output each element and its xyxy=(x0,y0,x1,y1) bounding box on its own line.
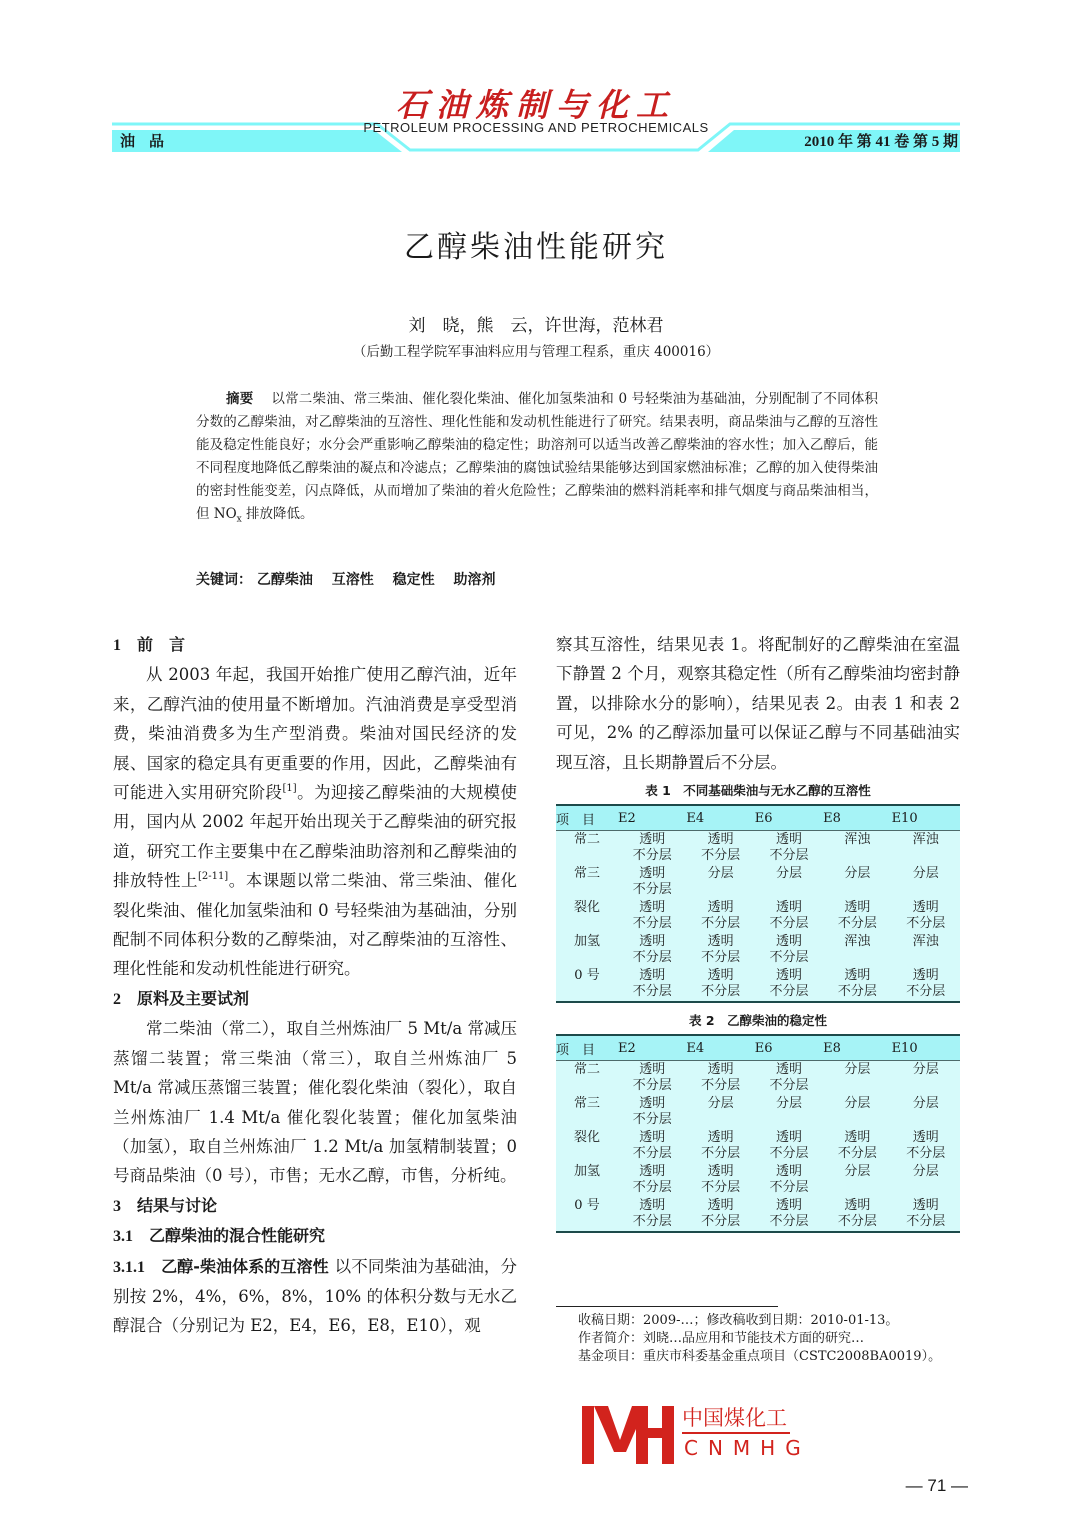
column-header: E2 xyxy=(618,805,686,831)
cell-line: 不分层 xyxy=(906,916,946,932)
cell-line: 不分层 xyxy=(632,916,672,932)
cell-line: 分层 xyxy=(775,866,802,882)
cell-line: 不分层 xyxy=(701,1146,741,1162)
section-tag: 油品 xyxy=(120,132,179,150)
table-1-caption: 表 1 不同基础柴油与无水乙醇的互溶性 xyxy=(645,783,871,799)
table-cell xyxy=(618,899,686,933)
cell-line: 透明 xyxy=(775,934,802,950)
keywords-label: 关键词： xyxy=(196,572,252,588)
results-paragraph: 察其互溶性，结果见表 1。将配制好的乙醇柴油在室温下静置 2 个月，观察其稳定性（所有乙醇柴油均密封静置，以排除水分的影响），结果见表 2。由表 1 和表 2 可见，2% 的乙醇添加量可以保证乙醇与不同基础油实现互溶，且长期静置后不分层。 xyxy=(556,635,960,772)
table-cell xyxy=(892,933,960,967)
cell-line: 透明 xyxy=(639,900,666,916)
cell-line: 不分层 xyxy=(701,1078,741,1094)
cell-line: 透明 xyxy=(844,968,871,984)
table-cell xyxy=(618,1129,686,1163)
cell-line: 分层 xyxy=(912,1096,939,1112)
table-cell xyxy=(686,1197,754,1232)
abstract-subscript: x xyxy=(236,514,242,525)
table-cell xyxy=(755,1061,823,1096)
cell-line: 不分层 xyxy=(632,848,672,864)
cell-line: 浑浊 xyxy=(912,832,939,848)
cell-line: 不分层 xyxy=(632,984,672,1000)
table-cell xyxy=(755,967,823,1002)
cell-line: 不分层 xyxy=(769,1078,809,1094)
table-cell xyxy=(823,1129,891,1163)
column-header: 项 目 xyxy=(556,1035,618,1061)
issue-info: 2010 年 第 41 卷 第 5 期 xyxy=(804,134,958,150)
table-1-block xyxy=(556,781,960,1003)
row-label: 0 号 xyxy=(556,1197,618,1232)
table-row xyxy=(556,1129,960,1163)
table-cell xyxy=(686,831,754,866)
cell-line: 透明 xyxy=(775,968,802,984)
section-heading-3-1: 3.1 乙醇柴油的混合性能研究 xyxy=(113,1226,326,1246)
cell-line: 不分层 xyxy=(769,848,809,864)
cell-line: 不分层 xyxy=(632,1180,672,1196)
cell-line: 透明 xyxy=(775,1164,802,1180)
table-row xyxy=(556,1095,960,1129)
table-cell xyxy=(892,1129,960,1163)
section-heading-3: 3 结果与讨论 xyxy=(113,1195,218,1215)
cell-line: 不分层 xyxy=(769,984,809,1000)
cell-line: 透明 xyxy=(707,1062,734,1078)
table-cell xyxy=(755,1163,823,1197)
table-cell xyxy=(618,831,686,866)
column-header: E4 xyxy=(686,805,754,831)
abstract xyxy=(196,388,878,532)
author-bio: 作者简介：刘晓…品应用和节能技术方面的研究… xyxy=(578,1331,865,1346)
table-cell xyxy=(823,967,891,1002)
table-cell xyxy=(755,831,823,866)
table-cell xyxy=(755,1197,823,1232)
table-cell xyxy=(823,831,891,866)
cell-line: 透明 xyxy=(707,832,734,848)
cell-line: 透明 xyxy=(707,968,734,984)
cell-line: 透明 xyxy=(639,1096,666,1112)
abstract-label: 摘要 xyxy=(226,391,254,407)
cell-line: 透明 xyxy=(775,832,802,848)
cell-line: 不分层 xyxy=(906,984,946,1000)
cell-line: 不分层 xyxy=(701,848,741,864)
table-cell xyxy=(892,865,960,899)
abstract-text-end: 排放降低。 xyxy=(241,506,314,522)
cell-line: 透明 xyxy=(639,934,666,950)
cell-line: 分层 xyxy=(912,1164,939,1180)
right-column xyxy=(556,630,960,1233)
table-cell xyxy=(823,865,891,899)
column-header: E8 xyxy=(823,1035,891,1061)
cell-line: 分层 xyxy=(912,866,939,882)
table-cell xyxy=(618,865,686,899)
cell-line: 透明 xyxy=(707,1198,734,1214)
table-cell xyxy=(892,899,960,933)
row-label: 加氢 xyxy=(573,934,600,950)
cell-line: 透明 xyxy=(707,934,734,950)
cell-line: 透明 xyxy=(844,900,871,916)
page-number: — 71 — xyxy=(905,1476,968,1495)
cell-line: 透明 xyxy=(639,968,666,984)
left-column xyxy=(113,630,517,1341)
table-cell xyxy=(686,967,754,1002)
table-cell xyxy=(823,899,891,933)
row-label: 常二 xyxy=(573,832,600,848)
cell-line: 透明 xyxy=(912,968,939,984)
cell-line: 透明 xyxy=(707,1164,734,1180)
row-label: 裂化 xyxy=(573,900,600,916)
keywords xyxy=(196,569,510,589)
table-cell xyxy=(892,967,960,1002)
table-cell xyxy=(618,933,686,967)
cell-line: 不分层 xyxy=(701,1180,741,1196)
cell-line: 不分层 xyxy=(906,1146,946,1162)
cell-line: 浑浊 xyxy=(912,934,939,950)
article-title: 乙醇柴油性能研究 xyxy=(404,230,668,265)
received-date: 收稿日期：2009-…；修改稿收到日期：2010-01-13。 xyxy=(578,1313,899,1328)
table-1 xyxy=(556,804,960,1003)
table-2 xyxy=(556,1034,960,1233)
cell-line: 不分层 xyxy=(632,1078,672,1094)
table-row xyxy=(556,967,960,1002)
table-cell xyxy=(823,1095,891,1129)
row-label: 0 号 xyxy=(556,967,618,1002)
row-label: 裂化 xyxy=(573,1130,600,1146)
mh-logo-icon xyxy=(578,1400,678,1466)
column-header: E4 xyxy=(686,1035,754,1061)
cell-line: 不分层 xyxy=(906,1214,946,1230)
cell-line: 分层 xyxy=(775,1096,802,1112)
cell-line: 不分层 xyxy=(837,1214,877,1230)
cell-line: 透明 xyxy=(639,1164,666,1180)
cell-line: 分层 xyxy=(844,1164,871,1180)
table-cell xyxy=(686,865,754,899)
table-row xyxy=(556,831,960,866)
cell-line: 透明 xyxy=(775,1130,802,1146)
row-label: 常三 xyxy=(573,866,600,882)
cell-line: 不分层 xyxy=(837,916,877,932)
abstract-text: 以常二柴油、常三柴油、催化裂化柴油、催化加氢柴油和 0 号轻柴油为基础油，分别配制了不同体积分数的乙醇柴油，对乙醇柴油的互溶性、理化性能和发动机性能进行了研究。结果表明，商品柴油与乙醇的互溶性能及稳定性能良好；水分会严重影响乙醇柴油的稳定性；助溶剂可以适当改善乙醇柴油的容水性；加入乙醇后，能不同程度地降低乙醇柴油的凝点和冷滤点；乙醇柴油的腐蚀试验结果能够达到国家燃油标准；乙醇的加入使得柴油的密封性能变差，闪点降低，从而增加了柴油的着火危险性；乙醇柴油的燃料消耗率和排气烟度与商品柴油相当，但 NO xyxy=(196,391,878,522)
table-cell xyxy=(686,1095,754,1129)
cell-line: 分层 xyxy=(844,866,871,882)
column-header: E10 xyxy=(892,1035,960,1061)
watermark-logo xyxy=(578,1400,811,1468)
cell-line: 不分层 xyxy=(701,950,741,966)
affiliation: （后勤工程学院军事油料应用与管理工程系，重庆 400016） xyxy=(352,344,720,360)
cell-line: 透明 xyxy=(844,1198,871,1214)
journal-title-cn: 石油炼制与化工 xyxy=(395,86,676,124)
cell-line: 不分层 xyxy=(632,1214,672,1230)
cell-line: 透明 xyxy=(844,1130,871,1146)
cell-line: 不分层 xyxy=(769,1214,809,1230)
watermark-text-en: CNMHG xyxy=(684,1436,811,1460)
table-cell xyxy=(618,1061,686,1096)
table-cell xyxy=(892,831,960,866)
cell-line: 分层 xyxy=(707,866,734,882)
citation[interactable]: [1] xyxy=(282,783,297,795)
cell-line: 浑浊 xyxy=(844,832,871,848)
table-row xyxy=(556,899,960,933)
cell-line: 透明 xyxy=(775,900,802,916)
keyword: 稳定性 xyxy=(392,572,435,588)
row-label: 加氢 xyxy=(573,1164,600,1180)
miscibility-paragraph: 3.1.1 乙醇-柴油体系的互溶性 以不同柴油为基础油，分别按 2%，4%，6%，8%，10% 的体积分数与无水乙醇混合（分别记为 E2，E4，E6，E8，E10），观 xyxy=(113,1256,517,1336)
keyword: 互溶性 xyxy=(331,572,374,588)
intro-paragraph: 从 2003 年起，我国开始推广使用乙醇汽油，近年来，乙醇汽油的使用量不断增加。汽油消费是享受型消费，柴油消费多为生产型消费。柴油对国民经济的发展、国家的稳定具有更重要的作用，因此，乙醇柴油有可能进入实用研究阶段[1]。为迎接乙醇柴油的大规模使用，国内从 2002 年起开始出现关于乙醇柴油的研究报道，研究工作主要集中在乙醇柴油助溶剂和乙醇柴油的排放特性上[2-11]。本课题以常二柴油、常三柴油、催化裂化柴油、催化加氢柴油和 0 号轻柴油为基础油，分别配制不同体积分数的乙醇柴油，对乙醇柴油的互溶性、理化性能和发动机性能进行研究。 xyxy=(113,665,518,979)
table-cell xyxy=(618,967,686,1002)
row-label: 常三 xyxy=(573,1096,600,1112)
cell-line: 透明 xyxy=(912,1198,939,1214)
cell-line: 透明 xyxy=(707,900,734,916)
cell-line: 不分层 xyxy=(837,984,877,1000)
cell-line: 透明 xyxy=(707,1130,734,1146)
section-heading-2: 2 原料及主要试剂 xyxy=(113,988,250,1008)
cell-line: 不分层 xyxy=(701,916,741,932)
table-cell xyxy=(755,1095,823,1129)
table-cell xyxy=(892,1163,960,1197)
cell-line: 分层 xyxy=(844,1062,871,1078)
cell-line: 不分层 xyxy=(769,1146,809,1162)
table-cell xyxy=(892,1197,960,1232)
table-cell xyxy=(618,1095,686,1129)
table-cell xyxy=(755,899,823,933)
cell-line: 透明 xyxy=(639,832,666,848)
watermark-text-cn: 中国煤化工 xyxy=(682,1406,787,1430)
cell-line: 不分层 xyxy=(769,916,809,932)
watermark-rule xyxy=(682,1432,790,1434)
table-cell xyxy=(686,899,754,933)
cell-line: 透明 xyxy=(912,900,939,916)
table-cell xyxy=(686,933,754,967)
table-2-block xyxy=(556,1011,960,1233)
cell-line: 浑浊 xyxy=(844,934,871,950)
cell-line: 分层 xyxy=(912,1062,939,1078)
authors: 刘 晓，熊 云，许世海，范林君 xyxy=(408,316,664,336)
column-header: E8 xyxy=(823,805,891,831)
column-header: E10 xyxy=(892,805,960,831)
cell-line: 透明 xyxy=(639,866,666,882)
column-header: 项 目 xyxy=(556,805,618,831)
table-cell xyxy=(892,1061,960,1096)
cell-line: 透明 xyxy=(775,1062,802,1078)
cell-line: 透明 xyxy=(639,1130,666,1146)
cell-line: 透明 xyxy=(775,1198,802,1214)
footnote-rule xyxy=(556,1306,778,1307)
materials-paragraph: 常二柴油（常二），取自兰州炼油厂 5 Mt/a 常减压蒸馏二装置；常三柴油（常三），取自兰州炼油厂 5 Mt/a 常减压蒸馏三装置；催化裂化柴油（裂化），取自兰州炼油厂 1.4 Mt/a 催化裂化装置；催化加氢柴油（加氢），取自兰州炼油厂 1.2 Mt/a 加氢精制装置；0 号商品柴油（0 号），市售；无水乙醇，市售，分析纯。 xyxy=(113,1019,517,1186)
table-cell xyxy=(823,933,891,967)
row-label: 常二 xyxy=(573,1062,600,1078)
column-header: E6 xyxy=(755,805,823,831)
cell-line: 不分层 xyxy=(632,1112,672,1128)
table-row xyxy=(556,1061,960,1096)
cell-line: 不分层 xyxy=(701,1214,741,1230)
citation[interactable]: [2-11] xyxy=(197,871,229,883)
keyword: 助溶剂 xyxy=(453,572,496,588)
cell-line: 不分层 xyxy=(769,1180,809,1196)
cell-line: 不分层 xyxy=(837,1146,877,1162)
table-cell xyxy=(892,1095,960,1129)
cell-line: 分层 xyxy=(707,1096,734,1112)
cell-line: 透明 xyxy=(639,1198,666,1214)
cell-line: 不分层 xyxy=(701,984,741,1000)
table-row xyxy=(556,865,960,899)
cell-line: 不分层 xyxy=(632,882,672,898)
table-row xyxy=(556,933,960,967)
footnote xyxy=(578,1312,960,1366)
table-cell xyxy=(755,865,823,899)
table-cell xyxy=(755,933,823,967)
table-cell xyxy=(686,1163,754,1197)
column-header: E6 xyxy=(755,1035,823,1061)
section-heading-1: 1 前 言 xyxy=(113,635,186,654)
keyword: 乙醇柴油 xyxy=(256,572,313,588)
column-header: E2 xyxy=(618,1035,686,1061)
table-cell xyxy=(823,1061,891,1096)
cell-line: 不分层 xyxy=(632,1146,672,1162)
table-cell xyxy=(755,1129,823,1163)
fund-info: 基金项目：重庆市科委基金重点项目（CSTC2008BA0019）。 xyxy=(578,1349,942,1364)
table-2-caption: 表 2 乙醇柴油的稳定性 xyxy=(688,1013,828,1029)
cell-line: 不分层 xyxy=(632,950,672,966)
table-row xyxy=(556,1197,960,1232)
journal-title-en: PETROLEUM PROCESSING AND PETROCHEMICALS xyxy=(363,120,709,135)
table-cell xyxy=(823,1197,891,1232)
table-row xyxy=(556,1163,960,1197)
table-cell xyxy=(618,1197,686,1232)
table-cell xyxy=(823,1163,891,1197)
table-cell xyxy=(686,1129,754,1163)
cell-line: 分层 xyxy=(844,1096,871,1112)
cell-line: 不分层 xyxy=(769,950,809,966)
cell-line: 透明 xyxy=(912,1130,939,1146)
table-cell xyxy=(686,1061,754,1096)
table-cell xyxy=(618,1163,686,1197)
cell-line: 透明 xyxy=(639,1062,666,1078)
